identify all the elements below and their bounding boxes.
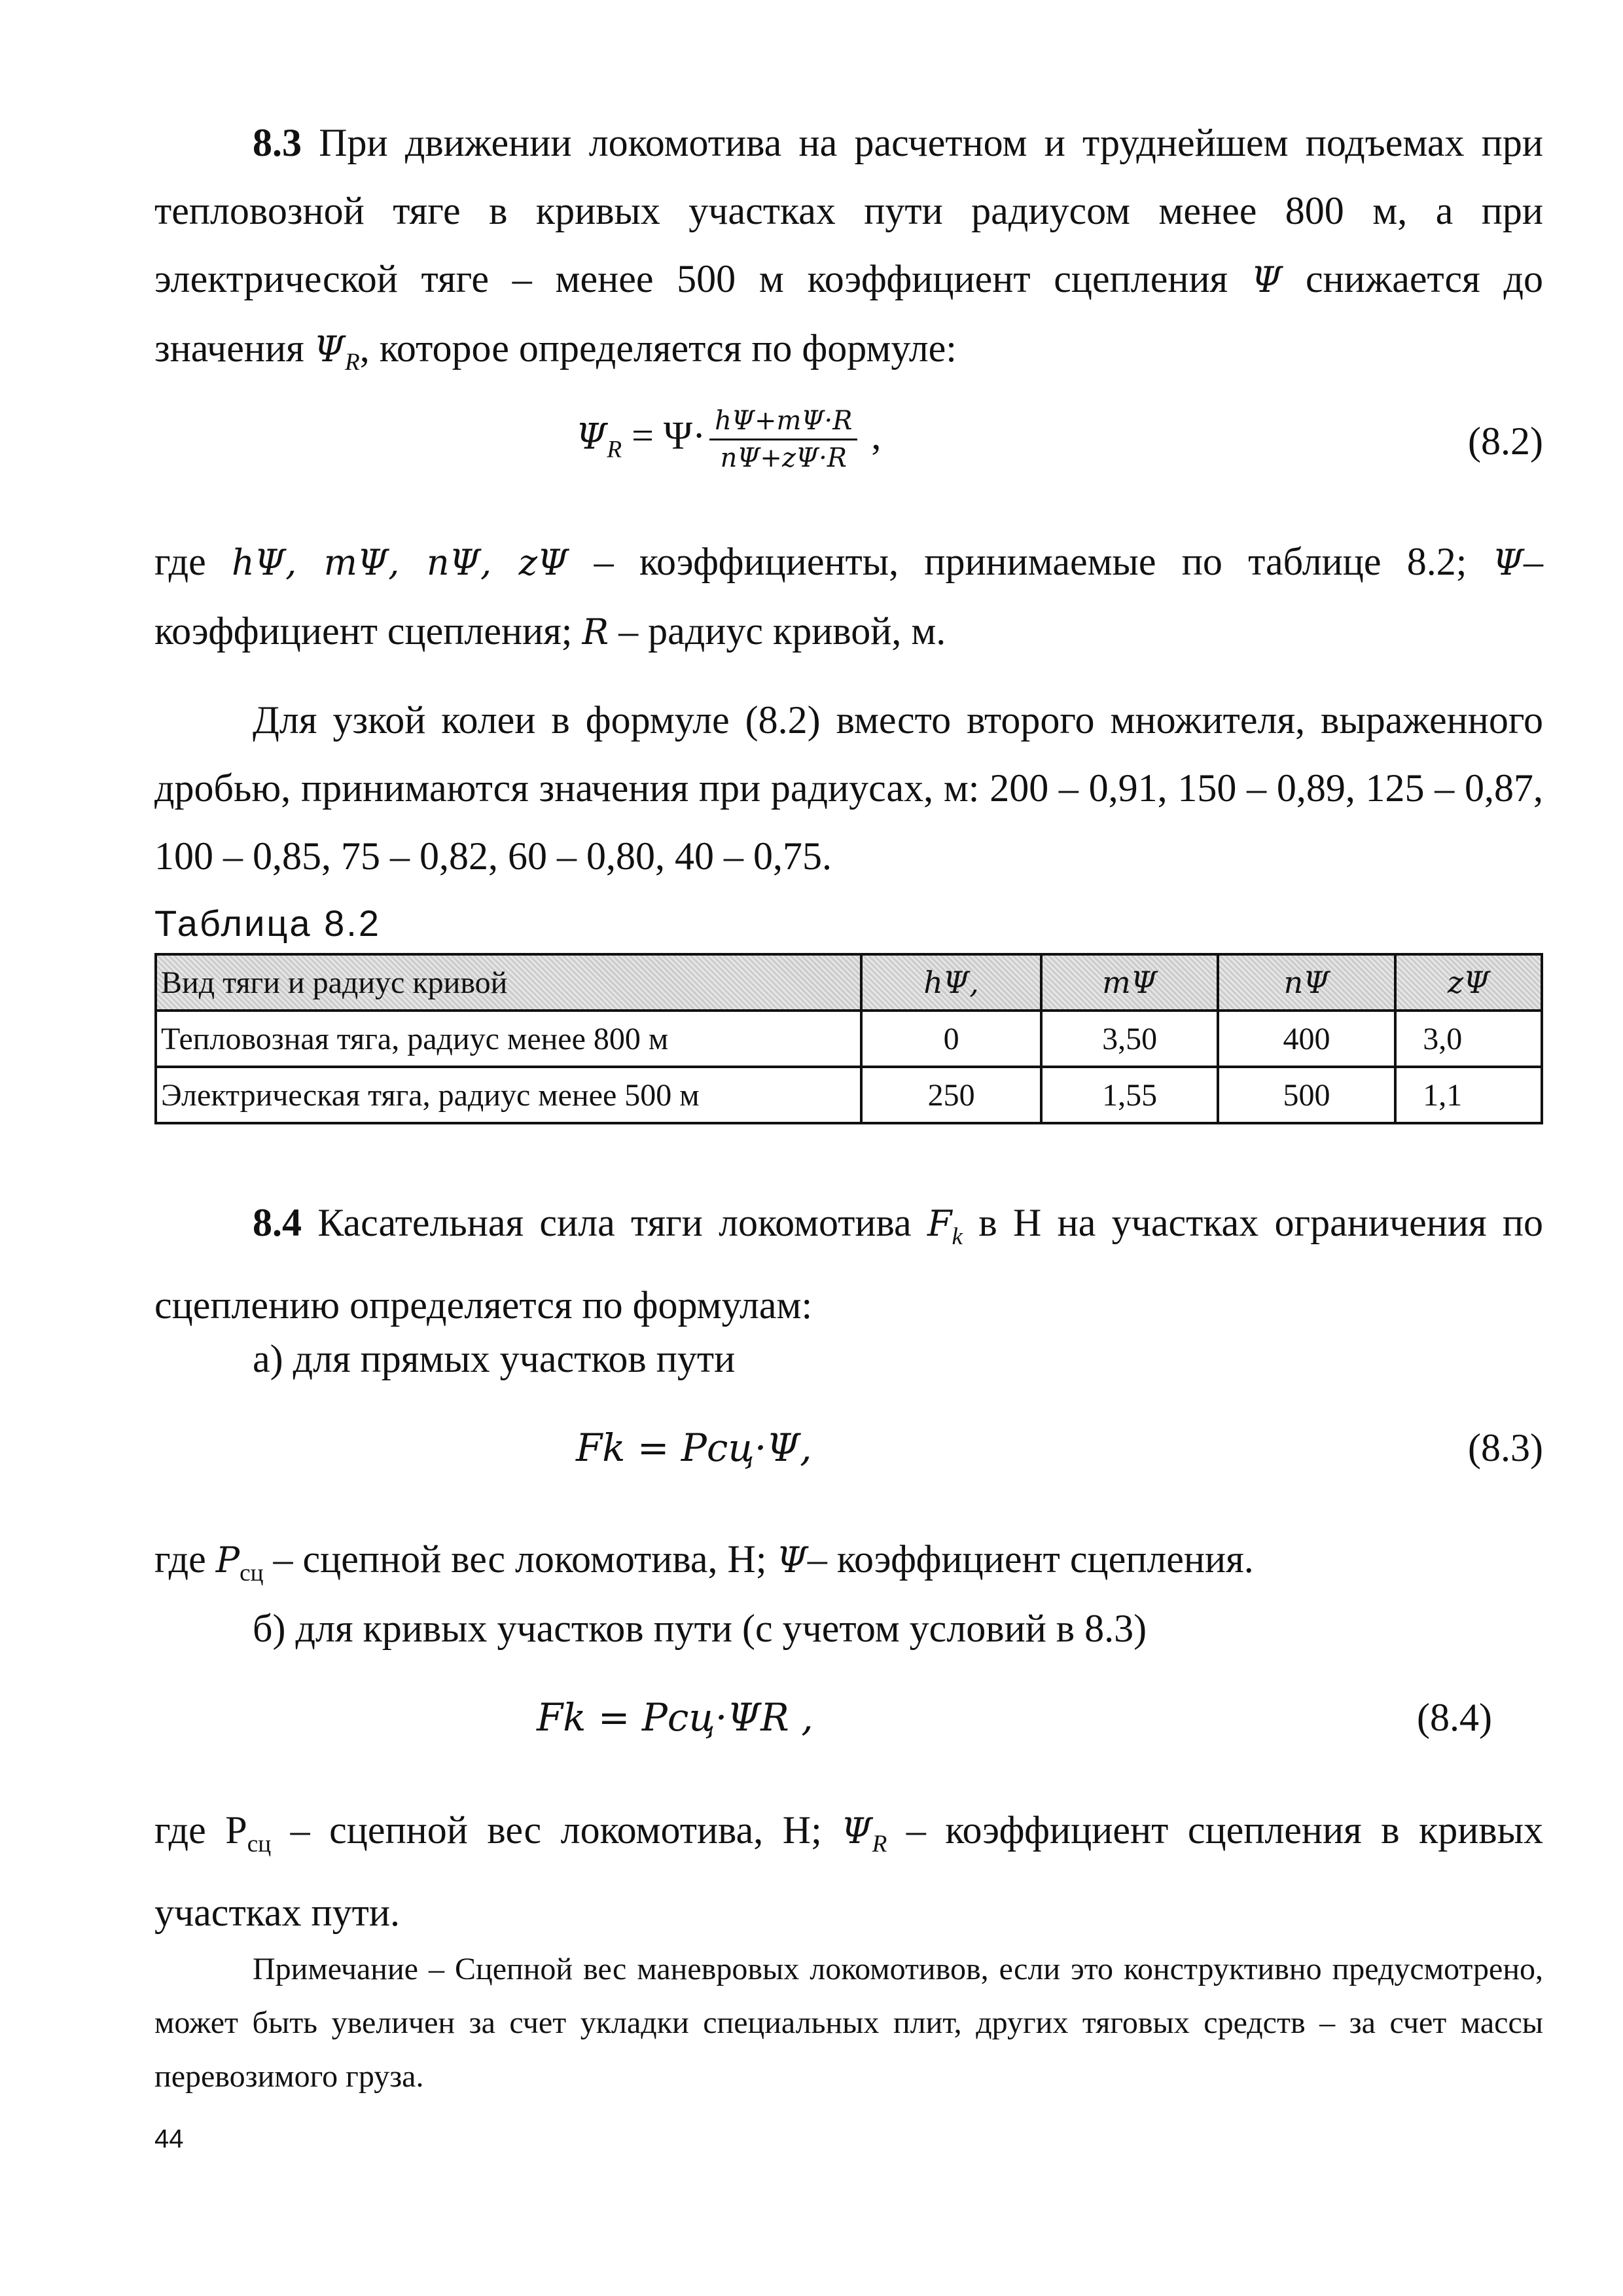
section-8-3-text2: снижается до значения bbox=[154, 257, 1543, 370]
where-8-2-mid: – коэффициенты, принимаемые по таблице 8.2; bbox=[568, 540, 1493, 583]
table-8-2 bbox=[154, 953, 1543, 1124]
where-8-3-start: где bbox=[154, 1537, 216, 1581]
table-cell: 3,0 bbox=[1395, 1011, 1542, 1067]
table-cell: Электрическая тяга, радиус менее 500 м bbox=[156, 1067, 861, 1123]
where-8-4-end: – коэффициент сцепления в кривых участках пути. bbox=[154, 1808, 1544, 1935]
equation-number-8-3: (8.3) bbox=[1468, 1426, 1543, 1469]
note-paragraph: Примечание – Сцепной вес маневровых локомотивов, если это конструктивно предусмотрено, может быть увеличен за счет укладки специальных плит, других тяговых средств – за счет массы перевозимого груза. bbox=[154, 1952, 1543, 2094]
where-8-2-r: R bbox=[582, 611, 609, 653]
where-8-2-mid2: – коэффициент сцепления; bbox=[154, 540, 1544, 653]
paragraph-8-4 bbox=[154, 1189, 1543, 1339]
formula-8-2-numerator: hΨ+mΨ·R bbox=[709, 406, 857, 440]
where-8-2-end: – радиус кривой, м. bbox=[609, 609, 946, 653]
where-8-2-start: где bbox=[154, 540, 232, 583]
formula-8-2-denominator: nΨ+zΨ·R bbox=[720, 443, 847, 473]
formula-8-4: Fk = Pсц·ΨR , bbox=[537, 1695, 813, 1740]
where-8-3-p: P bbox=[215, 1539, 240, 1581]
section-number-8-3: 8.3 bbox=[253, 121, 302, 164]
section-8-4-text2: в Н на участках ограничения по сцеплению определяется по формулам: bbox=[154, 1201, 1544, 1327]
table-cell: 0 bbox=[861, 1011, 1041, 1067]
psi-r-subscript: R bbox=[345, 349, 360, 376]
table-cell: 3,50 bbox=[1041, 1011, 1218, 1067]
where-8-2 bbox=[154, 528, 1543, 666]
where-8-3-mid: – сцепной вес локомотива, Н; bbox=[263, 1537, 777, 1581]
where-8-4-start: где Р bbox=[154, 1808, 247, 1852]
table-cell: 500 bbox=[1218, 1067, 1395, 1123]
table-row bbox=[156, 1011, 1542, 1067]
paragraph-8-3 bbox=[154, 109, 1543, 397]
table-cell: 250 bbox=[861, 1067, 1041, 1123]
header-n-psi: nΨ bbox=[1218, 954, 1395, 1011]
where-8-4 bbox=[154, 1796, 1543, 1946]
header-z-psi: zΨ bbox=[1395, 954, 1542, 1011]
where-8-3-end: – коэффициент сцепления. bbox=[807, 1537, 1254, 1581]
header-h-psi: hΨ, bbox=[861, 954, 1041, 1011]
section-8-3-text: При движении локомотива на расчетном и труднейшем подъемах при тепловозной тяге в кривых участках пути радиусом менее 800 м, а при электрической тяге – менее 500 м коэффициент сцепления bbox=[154, 121, 1543, 300]
where-8-4-mid: – сцепной вес локомотива, Н; bbox=[271, 1808, 842, 1852]
formula-8-2-lhs: Ψ bbox=[576, 416, 607, 457]
table-row bbox=[156, 1067, 1542, 1123]
psi-r-symbol: Ψ bbox=[313, 329, 346, 370]
formula-8-2-tail: , bbox=[861, 414, 882, 457]
formula-8-2 bbox=[576, 406, 881, 473]
item-b: б) для кривых участков пути (с учетом условий в 8.3) bbox=[253, 1607, 1147, 1650]
equation-number-8-2: (8.2) bbox=[1468, 420, 1543, 463]
psi-symbol: Ψ bbox=[1251, 259, 1283, 300]
formula-8-2-lhs-sub: R bbox=[607, 436, 622, 463]
equation-number-8-4: (8.4) bbox=[1417, 1696, 1492, 1739]
section-8-4-text: Касательная сила тяги локомотива bbox=[302, 1201, 928, 1244]
f-subscript: k bbox=[952, 1223, 963, 1251]
section-8-3-text3: , которое определяется по формуле: bbox=[359, 327, 957, 370]
where-8-4-psi: Ψ bbox=[841, 1810, 872, 1852]
page-number: 44 bbox=[154, 2125, 184, 2153]
section-number-8-4: 8.4 bbox=[253, 1201, 302, 1244]
formula-8-3: Fk = Pсц·Ψ, bbox=[576, 1426, 812, 1470]
table-cell: 1,55 bbox=[1041, 1067, 1218, 1123]
table-cell: Тепловозная тяга, радиус менее 800 м bbox=[156, 1011, 861, 1067]
narrow-gauge-paragraph: Для узкой колеи в формуле (8.2) вместо второго множителя, выраженного дробью, принимаются значения при радиусах, м: 200 – 0,91, 150 – 0,89, 125 – 0,87, 100 – 0,85, 75 – 0,82, 60 – 0,80, 40 – 0,75. bbox=[154, 698, 1543, 878]
where-8-2-coefficients: hΨ, mΨ, nΨ, zΨ bbox=[232, 542, 569, 583]
header-m-psi: mΨ bbox=[1041, 954, 1218, 1011]
table-caption: Таблица 8.2 bbox=[154, 903, 381, 944]
item-a: а) для прямых участков пути bbox=[253, 1337, 736, 1380]
where-8-2-psi: Ψ bbox=[1492, 542, 1524, 583]
where-8-3-psi: Ψ bbox=[776, 1539, 808, 1581]
formula-8-2-eq: = Ψ· bbox=[622, 414, 706, 457]
formula-8-2-fraction bbox=[709, 406, 857, 473]
where-8-3-p-sub: сц bbox=[240, 1560, 264, 1587]
table-cell: 1,1 bbox=[1395, 1067, 1542, 1123]
where-8-4-psi-sub: R bbox=[872, 1831, 887, 1858]
f-symbol: F bbox=[927, 1203, 952, 1244]
where-8-4-p-sub: сц bbox=[247, 1831, 272, 1858]
header-traction-type: Вид тяги и радиус кривой bbox=[156, 954, 861, 1011]
table-header-row bbox=[156, 954, 1542, 1011]
table-cell: 400 bbox=[1218, 1011, 1395, 1067]
